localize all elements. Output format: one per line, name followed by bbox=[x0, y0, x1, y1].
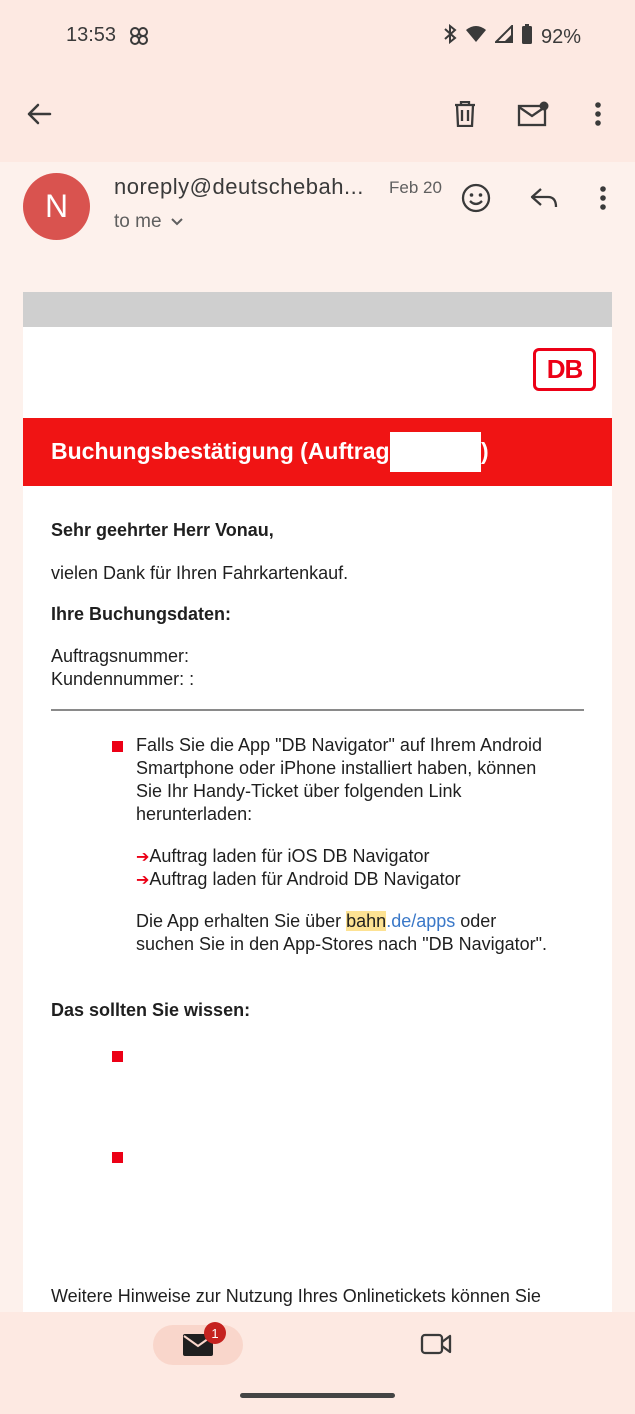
app-info-suffix: oder bbox=[455, 911, 497, 931]
further-info: Weitere Hinweise zur Nutzung Ihres Onlinetickets können Sie bbox=[51, 1286, 541, 1306]
app-info-line-2: suchen Sie in den App-Stores nach "DB Navigator". bbox=[136, 934, 548, 954]
trash-icon bbox=[454, 101, 476, 132]
emoji-reaction-button[interactable] bbox=[458, 182, 494, 218]
bahn-link-highlight: bahn bbox=[346, 911, 387, 931]
bahn-apps-link[interactable] bbox=[346, 911, 455, 931]
chevron-down-icon bbox=[170, 211, 184, 233]
mail-unread-icon bbox=[517, 101, 549, 132]
status-bar bbox=[0, 0, 635, 72]
arrow-right-icon: ➔ bbox=[136, 872, 150, 889]
wifi-icon bbox=[465, 25, 487, 49]
email-date: Feb 20 bbox=[389, 178, 442, 197]
link-ios-label: Auftrag laden für iOS DB Navigator bbox=[149, 846, 430, 866]
bottom-nav bbox=[0, 1312, 635, 1414]
arrow-right-icon: ➔ bbox=[136, 849, 150, 866]
bullet-marker bbox=[112, 1152, 123, 1163]
delete-button[interactable] bbox=[444, 92, 486, 140]
app-bullet-line-1: Falls Sie die App "DB Navigator" auf Ihrem Android bbox=[136, 735, 542, 755]
preheader-strip bbox=[23, 292, 612, 327]
bullet-marker bbox=[112, 1051, 123, 1062]
gesture-handle[interactable] bbox=[240, 1393, 395, 1398]
app-bullet-line-4: herunterladen: bbox=[136, 804, 253, 824]
mark-unread-button[interactable] bbox=[512, 92, 554, 140]
app-bar bbox=[0, 72, 635, 162]
emoji-icon bbox=[461, 183, 491, 218]
more-vertical-icon bbox=[600, 186, 606, 215]
battery-icon bbox=[521, 24, 533, 50]
pinwheel-icon bbox=[128, 25, 150, 52]
link-android-label: Auftrag laden für Android DB Navigator bbox=[149, 869, 461, 889]
sender-name: noreply@deutschebah... bbox=[114, 174, 364, 199]
app-info-line-1 bbox=[136, 911, 496, 932]
status-icons bbox=[443, 24, 581, 50]
recipients-label: to me bbox=[114, 211, 162, 232]
app-info-prefix: Die App erhalten Sie über bbox=[136, 911, 347, 931]
meet-tab[interactable] bbox=[416, 1326, 456, 1366]
customer-number-label: Kundennummer: : bbox=[51, 669, 195, 689]
more-options-button[interactable] bbox=[580, 92, 616, 140]
order-number-label: Auftragsnummer: bbox=[51, 646, 190, 666]
greeting: Sehr geehrter Herr Vonau, bbox=[51, 520, 274, 540]
booking-heading: Ihre Buchungsdaten: bbox=[51, 604, 232, 624]
avatar[interactable]: N bbox=[23, 173, 90, 240]
app-bullet-line-3: Sie Ihr Handy-Ticket über folgenden Link bbox=[136, 781, 462, 801]
bluetooth-icon bbox=[443, 24, 457, 50]
bahn-link-rest: .de/apps bbox=[386, 911, 456, 931]
know-heading: Das sollten Sie wissen: bbox=[51, 1000, 251, 1020]
bullet-marker bbox=[112, 741, 123, 752]
signal-icon bbox=[495, 25, 513, 49]
email-body bbox=[23, 292, 612, 1312]
recipients-toggle[interactable] bbox=[114, 211, 184, 233]
back-button[interactable] bbox=[18, 92, 60, 140]
app-bullet-line-2: Smartphone oder iPhone installiert haben, können bbox=[136, 758, 537, 778]
booking-banner bbox=[23, 418, 612, 486]
unread-badge: 1 bbox=[204, 1322, 226, 1344]
status-time: 13:53 bbox=[66, 24, 117, 46]
battery-percent: 92% bbox=[540, 25, 581, 48]
banner-title: Buchungsbestätigung (Auftrag bbox=[51, 438, 390, 464]
redacted-order-number bbox=[390, 432, 481, 472]
reply-icon bbox=[530, 187, 558, 214]
video-icon bbox=[420, 1333, 452, 1360]
link-android[interactable] bbox=[136, 869, 461, 890]
thanks-text: vielen Dank für Ihren Fahrkartenkauf. bbox=[51, 563, 349, 583]
link-ios[interactable] bbox=[136, 846, 430, 867]
divider bbox=[51, 709, 584, 711]
message-more-button[interactable] bbox=[588, 182, 618, 218]
banner-close-paren: ) bbox=[481, 438, 489, 464]
arrow-left-icon bbox=[26, 102, 52, 131]
more-vertical-icon bbox=[595, 102, 601, 131]
db-logo: DB bbox=[533, 348, 596, 391]
reply-button[interactable] bbox=[526, 182, 562, 218]
